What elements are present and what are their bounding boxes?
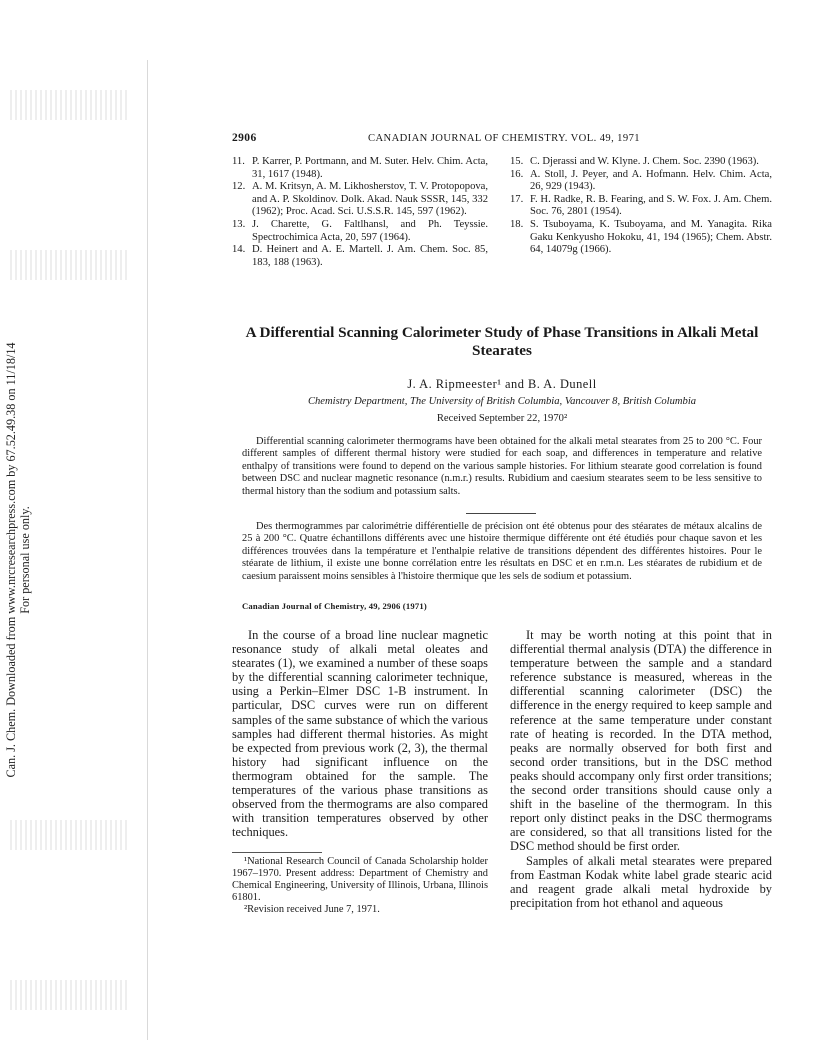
running-header xyxy=(232,132,772,146)
reference-item: 13. J. Charette, G. Faltlhansl, and Ph. Teyssie. Spectrochimica Acta, 20, 597 (1964). xyxy=(232,218,488,243)
article-authors: J. A. Ripmeester¹ and B. A. Dunell xyxy=(407,377,597,391)
footnote-1: ¹National Research Council of Canada Scholarship holder 1967–1970. Present address: Department of Chemistry and Chemical Engineering, University of Illinois, Urbana, Illinois 61801. xyxy=(232,856,488,903)
references-right-column xyxy=(510,156,772,257)
received-date: Received September 22, 1970² xyxy=(436,413,568,424)
reference-item: 11. P. Karrer, P. Portmann, and M. Suter. Helv. Chim. Acta, 31, 1617 (1948). xyxy=(232,156,488,180)
journal-citation: Canadian Journal of Chemistry, 49, 2906 (1971) xyxy=(242,601,427,611)
bleed-through-mark xyxy=(10,90,130,120)
body-right-column xyxy=(510,628,772,910)
page-number: 2906 xyxy=(232,132,257,144)
bleed-through-mark xyxy=(10,980,130,1010)
abstract-french: Des thermogrammes par calorimétrie différentielle de précision ont été obtenus pour des stéarates de métaux alcalins de 25 à 200 °C. Quatre échantillons différents avec une histoire thermique différente ont été étudiés pour chaque savon et les différences trouvées dans la température et l'enthalpie relative de transitions dépendent des différentes histoires. Pour le stéarate de lithium, il existe une bonne corrélation entre les résultats en DSC et en r.m.n. Les stéarates de rubidium et de caesium paraissent moins sensibles à l'histoire thermique que les sels de sodium et potassium. xyxy=(242,521,762,582)
body-paragraph: In the course of a broad line nuclear magnetic resonance study of alkali metal oleates and stearates (1), we examined a number of these soaps by the differential scanning calorimeter technique, using a Perkin–Elmer DSC 1-B instrument. In particular, DSC curves were run on different samples of the same substance of which the various samples had different thermal histories. As might be expected from previous work (2, 3), the thermal history had significant influence on the thermogram obtained for the sample. The temperatures of the various phase transitions as observed from the thermograms are also compared with transition temperatures observed by other techniques. xyxy=(232,628,489,840)
watermark-line-2: For personal use only. xyxy=(18,506,32,614)
reference-item: 18. S. Tsuboyama, K. Tsuboyama, and M. Yanagita. Rika Gaku Kenkyusho Hokoku, 41, 194 (1965); Chem. Abstr. 64, 14079g (1966). xyxy=(510,218,772,256)
footnotes xyxy=(232,856,488,916)
download-watermark xyxy=(4,200,44,920)
reference-item: 12. A. M. Kritsyn, A. M. Likhosherstov, T. V. Protopopova, and A. P. Skoldinov. Dolk. Akad. Nauk SSSR, 145, 332 (1962); Proc. Acad. Sci. U.S.S.R. 145, 597 (1962). xyxy=(232,181,489,218)
footnote-2: ²Revision received June 7, 1971. xyxy=(244,904,380,915)
reference-item: 17. F. H. Radke, R. B. Fearing, and S. W. Fox. J. Am. Chem. Soc. 76, 2801 (1954). xyxy=(510,193,772,218)
reference-item: 14. D. Heinert and A. E. Martell. J. Am. Chem. Soc. 85, 183, 188 (1963). xyxy=(232,244,488,268)
references-left-column xyxy=(232,156,488,269)
author-affiliation: Chemistry Department, The University of British Columbia, Vancouver 8, British Columbia xyxy=(307,396,697,407)
body-paragraph: Samples of alkali metal stearates were prepared from Eastman Kodak white label grade stearic acid and reagent grade alkali metal hydroxide by precipitation from hot ethanol and aqueous xyxy=(510,853,772,910)
reference-item: 16. A. Stoll, J. Peyer, and A. Hofmann. Helv. Chim. Acta, 26, 929 (1943). xyxy=(510,168,772,193)
body-left-column xyxy=(232,628,488,839)
abstract-divider xyxy=(466,513,536,514)
watermark-line-1: Can. J. Chem. Downloaded from www.nrcresearchpress.com by 67.52.49.38 on 11/18/14 xyxy=(4,342,18,778)
scan-edge-line xyxy=(147,60,148,1040)
abstract-english: Differential scanning calorimeter thermograms have been obtained for the alkali metal stearates from 25 to 200 °C. Four different samples of different thermal history were studied for each soap, and differences in temperature and relative enthalpy of transitions were found to depend on the various sample histories. For lithium stearate good correlation is found between DSC and nuclear magnetic resonance (n.m.r.) results. Rubidium and caesium stearates seem to be less sensitive to thermal history than the sodium and potassium salts. xyxy=(242,436,762,497)
reference-item: 15. C. Djerassi and W. Klyne. J. Chem. Soc. 2390 (1963). xyxy=(510,156,759,167)
article-title: A Differential Scanning Calorimeter Study of Phase Transitions in Alkali Metal Stearates xyxy=(245,324,759,359)
body-paragraph: It may be worth noting at this point that in differential thermal analysis (DTA) the difference in temperature between the sample and a standard reference substance is measured, whereas in the differential scanning calorimeter (DSC) the difference in the energy required to keep sample and reference at the same temperature under constant rate of heating is recorded. In the DTA method, peaks are normally observed for both first and second order transitions, but in the DSC method peaks should accompany only first order transitions; the second order transitions should cause only a shift in the baseline of the thermogram. In this report only distinct peaks in the DSC thermograms are considered, so that all transitions listed for the DSC method should be first order. xyxy=(510,628,772,854)
journal-title: CANADIAN JOURNAL OF CHEMISTRY. VOL. 49, 1971 xyxy=(368,133,640,144)
footnote-rule xyxy=(232,852,322,853)
